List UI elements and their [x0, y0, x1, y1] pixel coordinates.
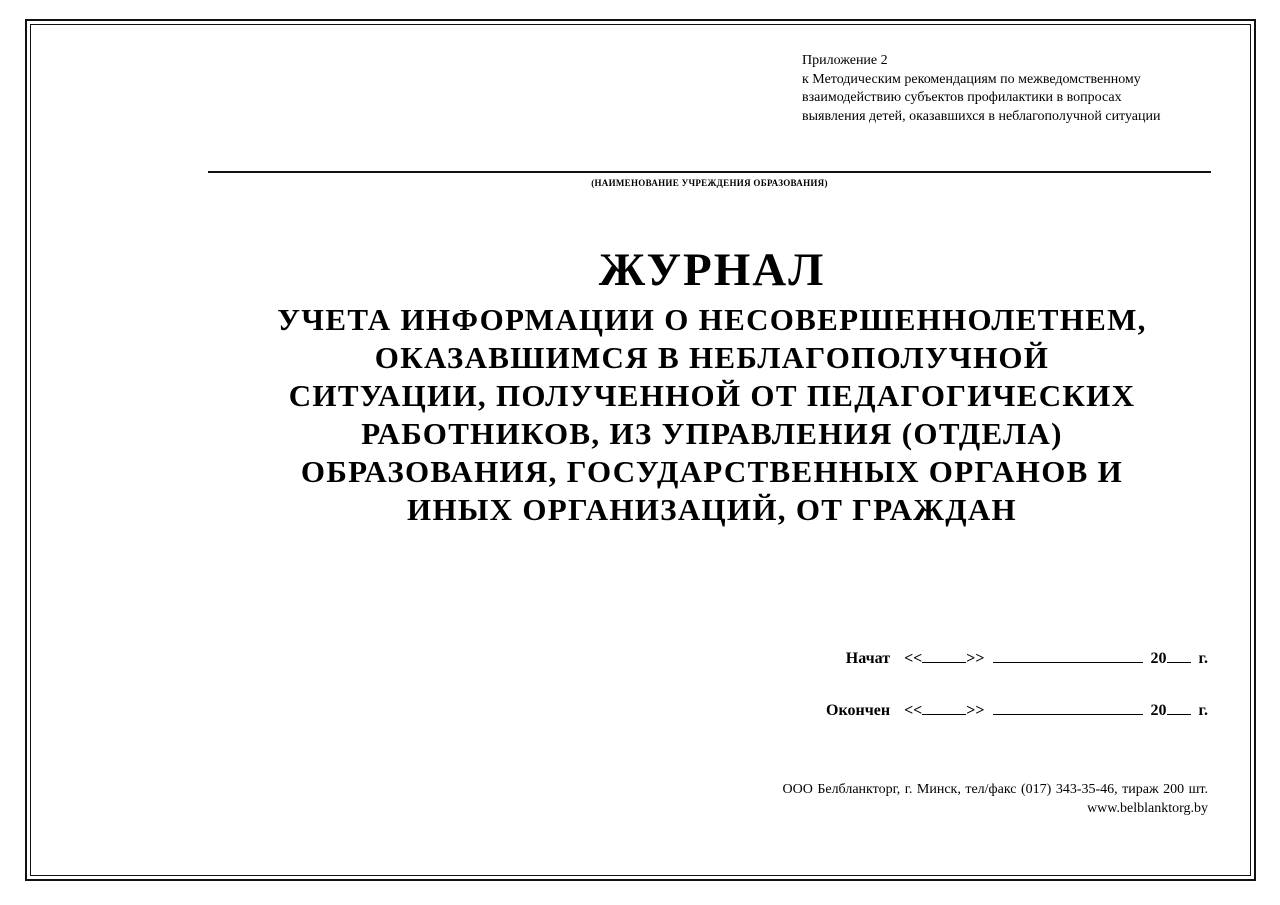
- day-close-quote: >>: [966, 702, 985, 719]
- end-date-row: [826, 700, 1208, 720]
- journal-title: ЖУРНАЛ: [598, 244, 826, 296]
- subtitle-line: ИНЫХ ОРГАНИЗАЦИЙ, ОТ ГРАЖДАН: [407, 492, 1017, 527]
- appendix-note: [802, 52, 1222, 126]
- publisher-website: www.belblanktorg.by: [1087, 801, 1208, 816]
- start-year-blank[interactable]: [1167, 648, 1191, 663]
- start-date-row: [846, 648, 1208, 668]
- day-open-quote: <<: [904, 702, 923, 719]
- subtitle-line: РАБОТНИКОВ, ИЗ УПРАВЛЕНИЯ (ОТДЕЛА): [361, 416, 1063, 451]
- end-day-blank[interactable]: [922, 700, 966, 715]
- start-day-blank[interactable]: [922, 648, 966, 663]
- start-date-label: Начат: [845, 650, 891, 667]
- publisher-info: [782, 780, 1208, 818]
- journal-subtitle: [212, 301, 1212, 529]
- subtitle-line: ОБРАЗОВАНИЯ, ГОСУДАРСТВЕННЫХ ОРГАНОВ И: [300, 454, 1124, 489]
- year-prefix: 20: [1150, 650, 1167, 667]
- publisher-contact: ООО Белбланкторг, г. Минск, тел/факс (017) 343-35-46, тираж 200 шт.: [782, 782, 1208, 797]
- day-open-quote: <<: [904, 650, 923, 667]
- end-date-label: Окончен: [826, 702, 891, 719]
- year-suffix: г.: [1198, 702, 1208, 719]
- appendix-line: выявления детей, оказавшихся в неблагополучной ситуации: [802, 108, 1161, 124]
- institution-name-blank-line: [208, 171, 1211, 173]
- appendix-line: взаимодействию субъектов профилактики в вопросах: [802, 90, 1122, 105]
- day-close-quote: >>: [966, 650, 985, 667]
- appendix-line: Приложение 2: [802, 53, 888, 68]
- year-prefix: 20: [1150, 702, 1167, 719]
- institution-name-caption: (НАИМЕНОВАНИЕ УЧРЕЖДЕНИЯ ОБРАЗОВАНИЯ): [591, 178, 828, 188]
- end-month-blank[interactable]: [993, 700, 1143, 715]
- end-year-blank[interactable]: [1167, 700, 1191, 715]
- subtitle-line: ОКАЗАВШИМСЯ В НЕБЛАГОПОЛУЧНОЙ: [374, 340, 1050, 375]
- appendix-line: к Методическим рекомендациям по межведомственному: [802, 71, 1141, 87]
- subtitle-line: СИТУАЦИИ, ПОЛУЧЕННОЙ ОТ ПЕДАГОГИЧЕСКИХ: [288, 378, 1136, 413]
- year-suffix: г.: [1198, 650, 1208, 667]
- start-month-blank[interactable]: [993, 648, 1143, 663]
- subtitle-line: УЧЕТА ИНФОРМАЦИИ О НЕСОВЕРШЕННОЛЕТНЕМ,: [277, 302, 1147, 337]
